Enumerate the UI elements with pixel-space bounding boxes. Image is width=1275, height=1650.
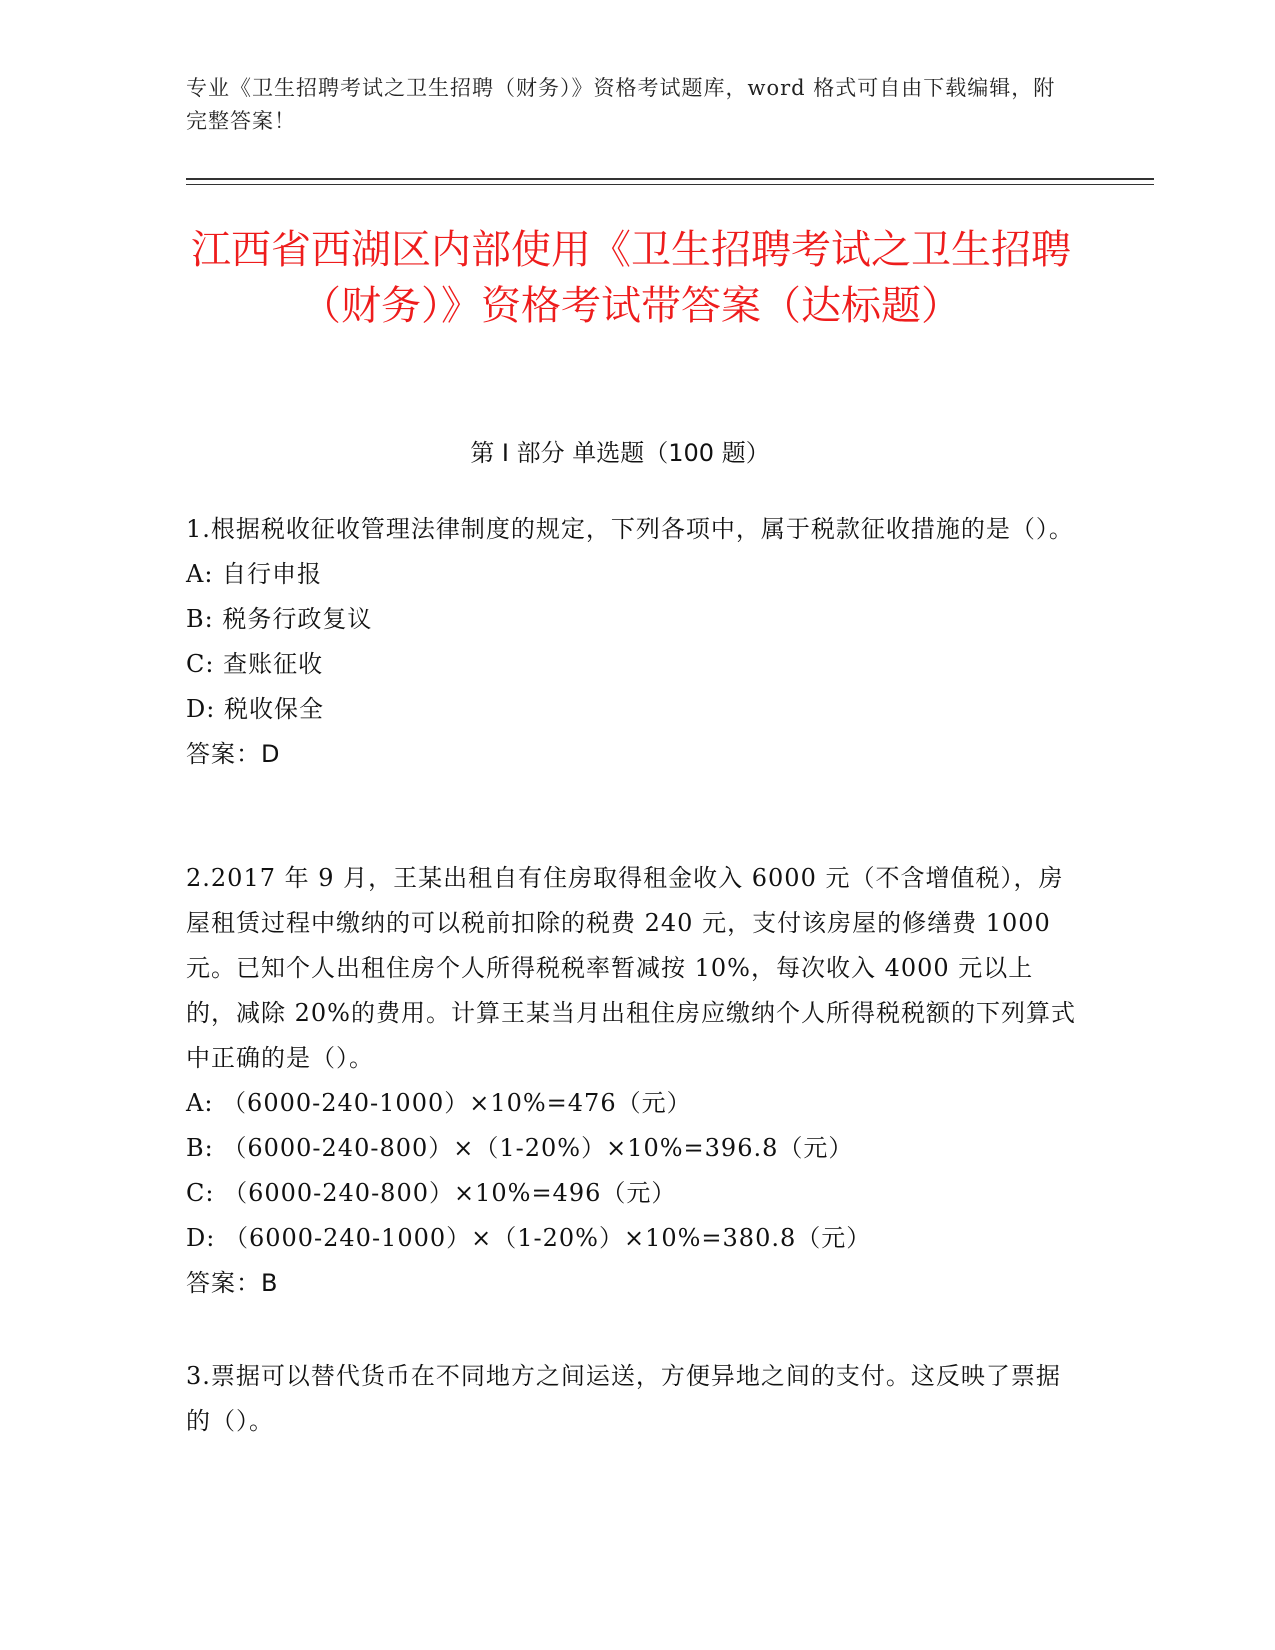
header-divider-thick — [186, 178, 1154, 180]
option-c: C: （6000-240-800）×10%=496（元） — [186, 1179, 677, 1207]
section-heading: 第 I 部分 单选题（100 题） — [470, 439, 770, 467]
option-c: C: 查账征收 — [186, 650, 324, 678]
option-b: B: 税务行政复议 — [186, 605, 373, 633]
document-title: 江西省西湖区内部使用《卫生招聘考试之卫生招聘（财务）》资格考试带答案（达标题） — [191, 227, 1071, 329]
option-d: D: （6000-240-1000）×（1-20%）×10%=380.8（元） — [186, 1224, 872, 1252]
answer: 答案：D — [186, 740, 281, 768]
option-d: D: 税收保全 — [186, 695, 324, 723]
answer: 答案：B — [186, 1269, 279, 1297]
header-divider-thin — [186, 184, 1154, 185]
question-3 — [186, 1354, 1076, 1444]
question-stem: 1.根据税收征收管理法律制度的规定，下列各项中，属于税款征收措施的是（）。 — [186, 515, 1074, 543]
question-stem: 2.2017 年 9 月，王某出租自有住房取得租金收入 6000 元（不含增值税），房屋租赁过程中缴纳的可以税前扣除的税费 240 元，支付该房屋的修缮费 1000 元。已知个人出租住房个人所得税税率暂减按 10%，每次收入 4000 元以上的，减除 20%的费用。计算王某当月出租住房应缴纳个人所得税税额的下列算式中正确的是（）。 — [186, 864, 1076, 1072]
header-note: 专业《卫生招聘考试之卫生招聘（财务）》资格考试题库，word 格式可自由下载编辑，附完整答案！ — [186, 76, 1056, 133]
question-1 — [186, 507, 1076, 777]
option-b: B: （6000-240-800）×（1-20%）×10%=396.8（元） — [186, 1134, 854, 1162]
question-2 — [186, 856, 1076, 1306]
option-a: A: （6000-240-1000）×10%=476（元） — [186, 1089, 692, 1117]
option-a: A: 自行申报 — [186, 560, 323, 588]
question-stem: 3.票据可以替代货币在不同地方之间运送，方便异地之间的支付。这反映了票据的（）。 — [186, 1362, 1061, 1435]
